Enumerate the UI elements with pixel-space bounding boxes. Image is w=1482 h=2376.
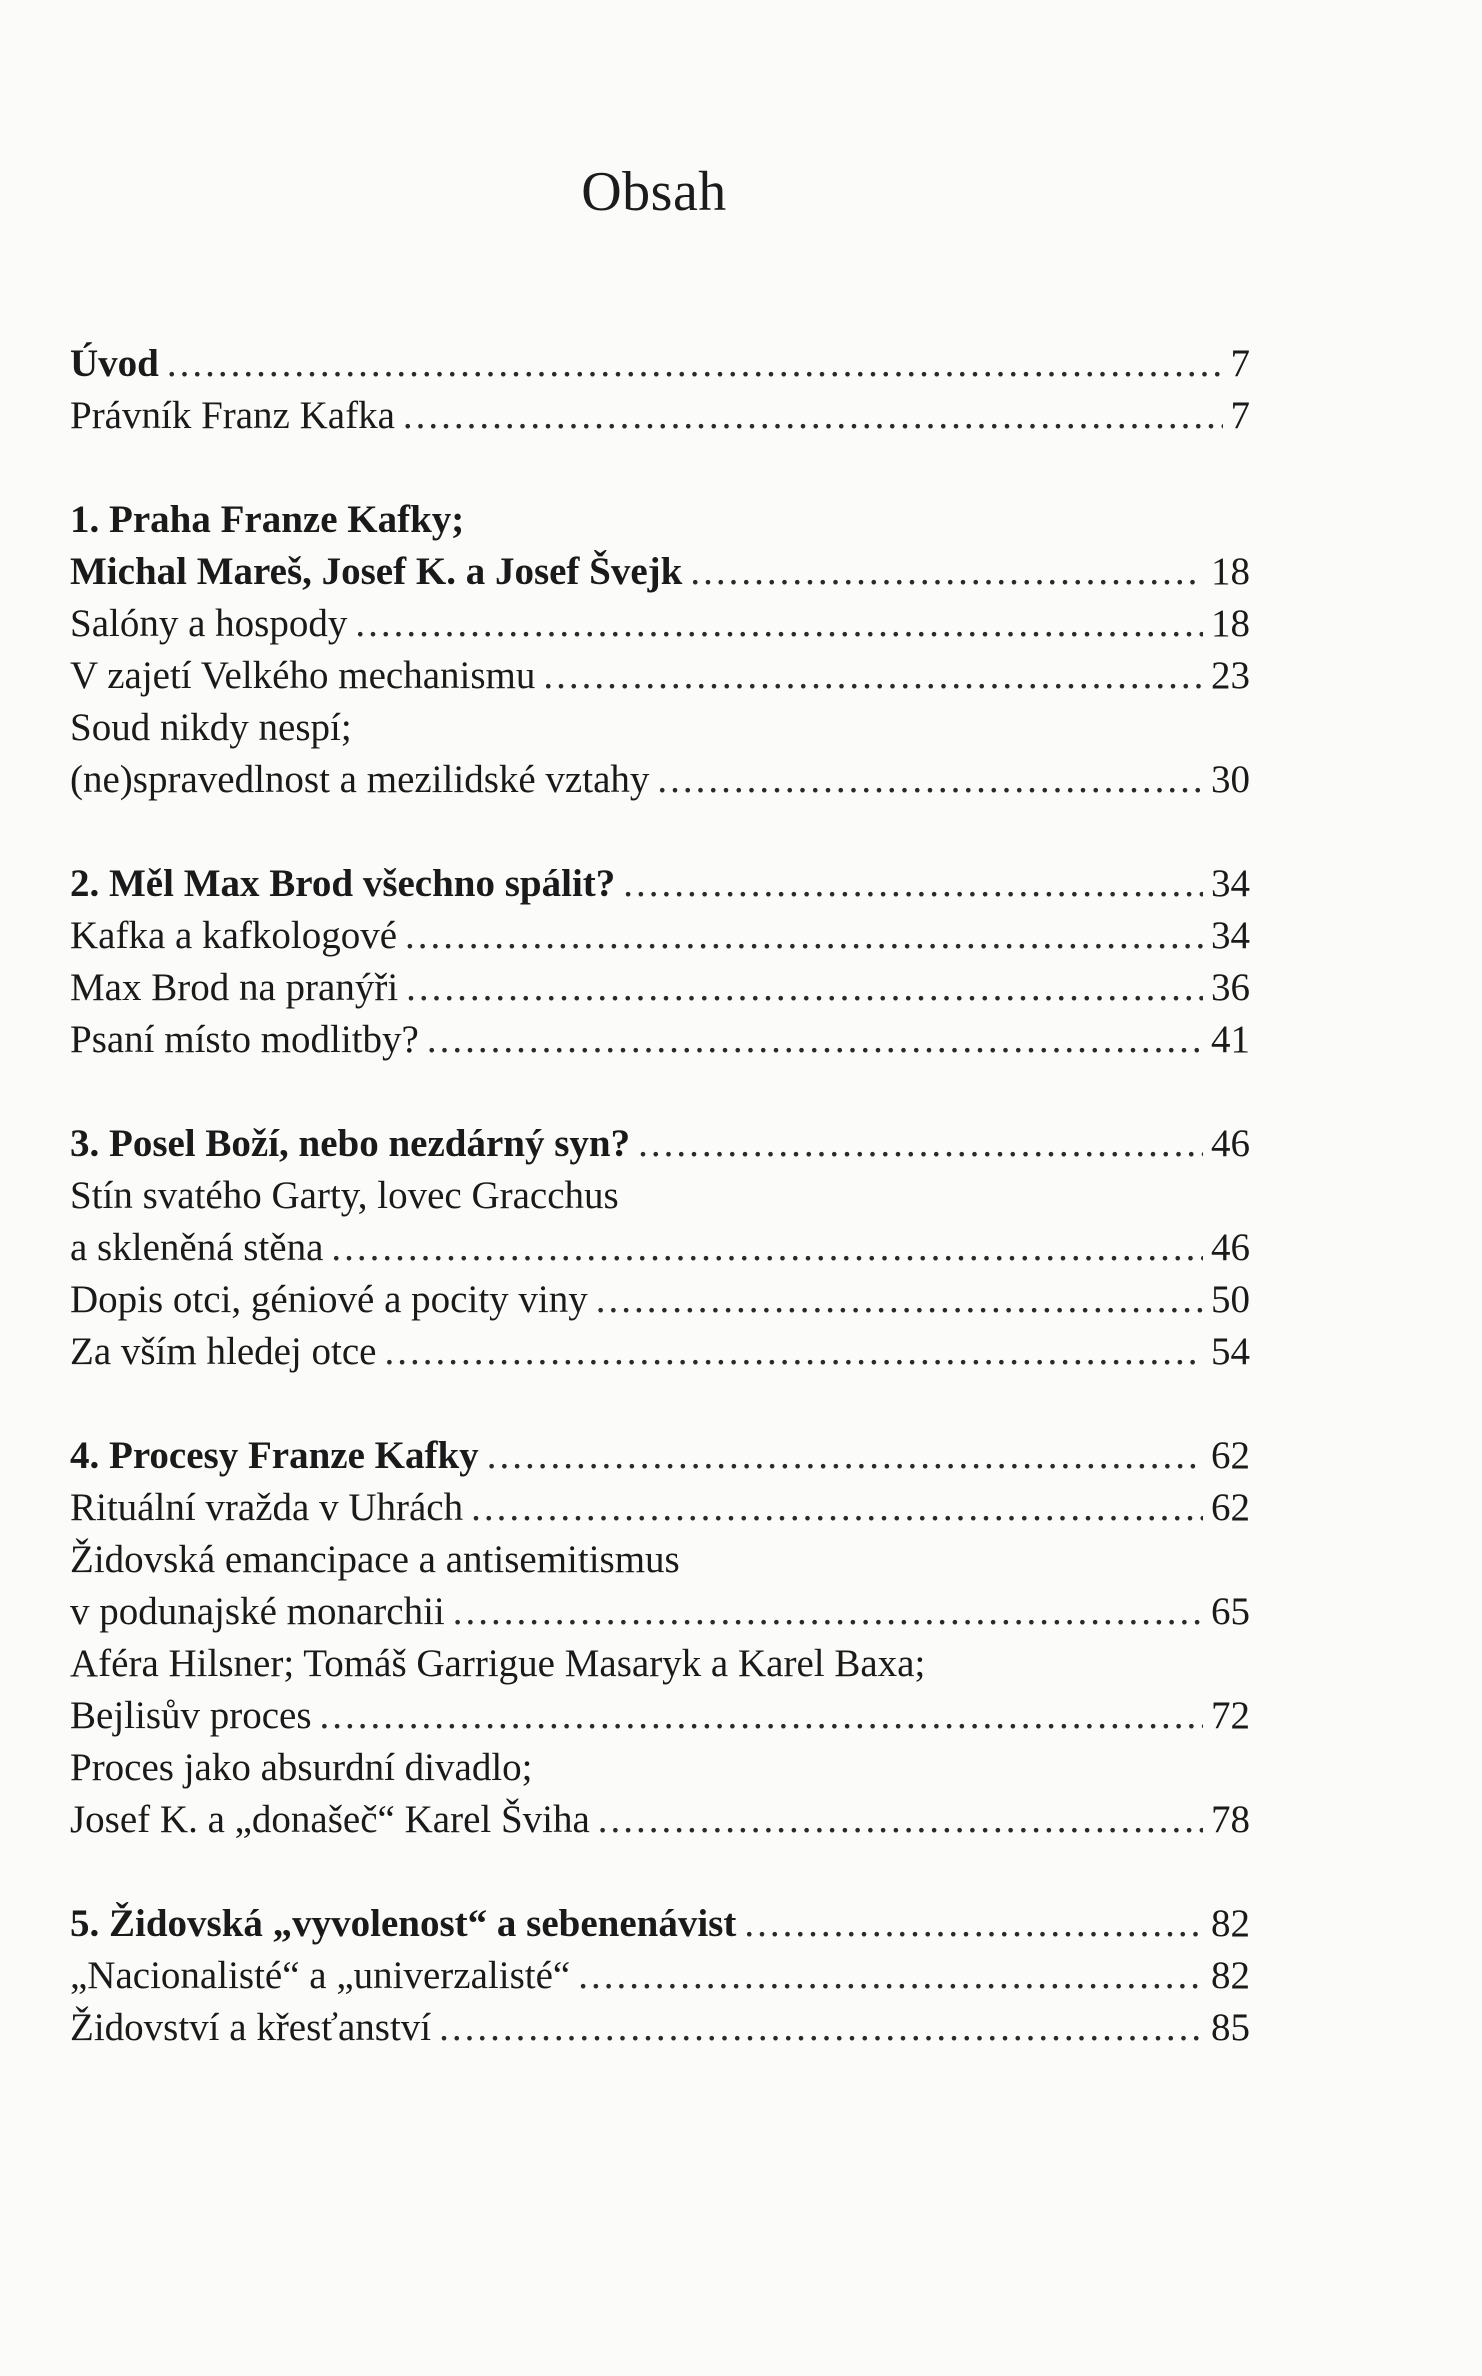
dot-leader bbox=[439, 2002, 1203, 2054]
toc-entry-title: Aféra Hilsner; Tomáš Garrigue Masaryk a Karel Baxa; bbox=[70, 1642, 926, 1685]
dot-leader bbox=[596, 1274, 1203, 1326]
toc-entry-title: Salóny a hospody bbox=[70, 602, 348, 645]
toc-entry-title: 2. Měl Max Brod všechno spálit? bbox=[70, 862, 616, 905]
dot-leader bbox=[403, 390, 1223, 442]
toc-entry bbox=[70, 702, 1250, 754]
dot-leader bbox=[331, 1222, 1203, 1274]
toc-entry bbox=[70, 754, 1250, 806]
toc-page-number: 82 bbox=[1211, 1902, 1250, 1945]
toc-entry-title: Michal Mareš, Josef K. a Josef Švejk bbox=[70, 550, 683, 593]
toc-entry bbox=[70, 650, 1250, 702]
toc-entry bbox=[70, 1482, 1250, 1534]
section-gap bbox=[70, 1066, 1250, 1118]
toc-entry-title: 3. Posel Boží, nebo nezdárný syn? bbox=[70, 1122, 631, 1165]
toc-entry bbox=[70, 1638, 1250, 1690]
toc-entry bbox=[70, 910, 1250, 962]
section-gap bbox=[70, 442, 1250, 494]
toc-chapter-entry bbox=[70, 858, 1250, 910]
dot-leader bbox=[406, 962, 1203, 1014]
toc-chapter-entry bbox=[70, 338, 1250, 390]
toc-page-number: 85 bbox=[1211, 2006, 1250, 2049]
toc-entry bbox=[70, 1326, 1250, 1378]
section-gap bbox=[70, 1378, 1250, 1430]
toc-chapter-entry bbox=[70, 494, 1250, 546]
dot-leader bbox=[487, 1430, 1203, 1482]
toc-page-number: 34 bbox=[1211, 914, 1250, 957]
dot-leader bbox=[453, 1586, 1203, 1638]
toc-entry bbox=[70, 1274, 1250, 1326]
toc-page-number: 23 bbox=[1211, 654, 1250, 697]
toc-page-number: 18 bbox=[1211, 602, 1250, 645]
toc-section bbox=[70, 494, 1250, 806]
dot-leader bbox=[623, 858, 1203, 910]
toc-entry-title: Soud nikdy nespí; bbox=[70, 706, 352, 749]
toc-entry-title: 4. Procesy Franze Kafky bbox=[70, 1434, 479, 1477]
toc-page-number: 18 bbox=[1211, 550, 1250, 593]
dot-leader bbox=[690, 546, 1203, 598]
toc-entry-title: Josef K. a „donašeč“ Karel Šviha bbox=[70, 1798, 590, 1841]
toc-entry-title: Právník Franz Kafka bbox=[70, 394, 395, 437]
toc-entry-title: Dopis otci, géniové a pocity viny bbox=[70, 1278, 588, 1321]
toc-entry-title: Proces jako absurdní divadlo; bbox=[70, 1746, 533, 1789]
toc-entry-title: a skleněná stěna bbox=[70, 1226, 324, 1269]
toc-page-number: 50 bbox=[1211, 1278, 1250, 1321]
toc-chapter-entry bbox=[70, 546, 1250, 598]
toc-entry bbox=[70, 962, 1250, 1014]
dot-leader bbox=[427, 1014, 1203, 1066]
dot-leader bbox=[355, 598, 1203, 650]
toc-chapter-entry bbox=[70, 1898, 1250, 1950]
toc-entry-title: 1. Praha Franze Kafky; bbox=[70, 498, 465, 541]
toc-page-number: 30 bbox=[1211, 758, 1250, 801]
toc-entry-title: Za vším hledej otce bbox=[70, 1330, 377, 1373]
table-of-contents bbox=[70, 338, 1250, 2054]
toc-section bbox=[70, 858, 1250, 1066]
section-gap bbox=[70, 1846, 1250, 1898]
dot-leader bbox=[744, 1898, 1203, 1950]
toc-page-number: 7 bbox=[1230, 394, 1250, 437]
toc-entry bbox=[70, 1950, 1250, 2002]
toc-entry bbox=[70, 1534, 1250, 1586]
toc-page-number: 41 bbox=[1211, 1018, 1250, 1061]
toc-page-number: 36 bbox=[1211, 966, 1250, 1009]
toc-page-number: 78 bbox=[1211, 1798, 1250, 1841]
toc-section bbox=[70, 338, 1250, 442]
toc-entry bbox=[70, 598, 1250, 650]
toc-page-number: 65 bbox=[1211, 1590, 1250, 1633]
toc-entry-title: Židovství a křesťanství bbox=[70, 2006, 432, 2049]
toc-entry-title: „Nacionalisté“ a „univerzalisté“ bbox=[70, 1954, 571, 1997]
toc-page-number: 34 bbox=[1211, 862, 1250, 905]
dot-leader bbox=[384, 1326, 1203, 1378]
dot-leader bbox=[578, 1950, 1203, 2002]
toc-entry-title: Bejlisův proces bbox=[70, 1694, 312, 1737]
toc-entry-title: Stín svatého Garty, lovec Gracchus bbox=[70, 1174, 619, 1217]
toc-entry bbox=[70, 1794, 1250, 1846]
toc-page-number: 7 bbox=[1230, 342, 1250, 385]
dot-leader bbox=[405, 910, 1203, 962]
toc-page-number: 82 bbox=[1211, 1954, 1250, 1997]
toc-entry-title: Rituální vražda v Uhrách bbox=[70, 1486, 464, 1529]
toc-entry-title: 5. Židovská „vyvolenost“ a sebenenávist bbox=[70, 1902, 737, 1945]
toc-entry-title: v podunajské monarchii bbox=[70, 1590, 445, 1633]
toc-entry-title: Kafka a kafkologové bbox=[70, 914, 398, 957]
toc-entry-title: Max Brod na pranýři bbox=[70, 966, 399, 1009]
toc-section bbox=[70, 1118, 1250, 1378]
toc-entry bbox=[70, 1690, 1250, 1742]
toc-entry-title: (ne)spravedlnost a mezilidské vztahy bbox=[70, 758, 650, 801]
toc-entry bbox=[70, 1014, 1250, 1066]
toc-entry bbox=[70, 2002, 1250, 2054]
toc-section bbox=[70, 1898, 1250, 2054]
dot-leader bbox=[471, 1482, 1203, 1534]
dot-leader bbox=[638, 1118, 1203, 1170]
toc-entry-title: Židovská emancipace a antisemitismus bbox=[70, 1538, 680, 1581]
toc-page-number: 46 bbox=[1211, 1226, 1250, 1269]
toc-section bbox=[70, 1430, 1250, 1846]
dot-leader bbox=[320, 1690, 1203, 1742]
toc-page-number: 62 bbox=[1211, 1434, 1250, 1477]
toc-entry bbox=[70, 1170, 1250, 1222]
toc-entry bbox=[70, 390, 1250, 442]
page-title: Obsah bbox=[581, 161, 727, 223]
toc-page-number: 62 bbox=[1211, 1486, 1250, 1529]
dot-leader bbox=[598, 1794, 1203, 1846]
toc-page-number: 54 bbox=[1211, 1330, 1250, 1373]
toc-chapter-entry bbox=[70, 1118, 1250, 1170]
toc-entry bbox=[70, 1222, 1250, 1274]
toc-chapter-entry bbox=[70, 1430, 1250, 1482]
dot-leader bbox=[167, 338, 1223, 390]
toc-entry-title: V zajetí Velkého mechanismu bbox=[70, 654, 536, 697]
toc-entry bbox=[70, 1742, 1250, 1794]
section-gap bbox=[70, 806, 1250, 858]
toc-entry-title: Úvod bbox=[70, 342, 159, 385]
dot-leader bbox=[657, 754, 1203, 806]
toc-page-number: 46 bbox=[1211, 1122, 1250, 1165]
dot-leader bbox=[543, 650, 1203, 702]
toc-entry-title: Psaní místo modlitby? bbox=[70, 1018, 419, 1061]
toc-entry bbox=[70, 1586, 1250, 1638]
toc-page-number: 72 bbox=[1211, 1694, 1250, 1737]
